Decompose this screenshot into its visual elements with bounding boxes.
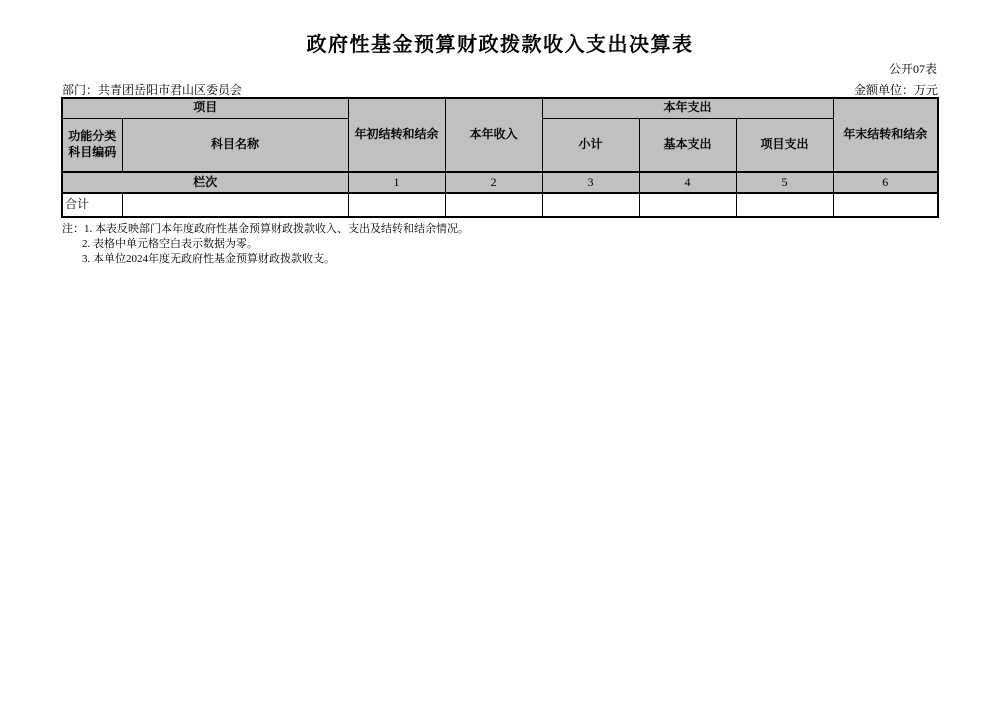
header-function-code: 功能分类科目编码 <box>62 118 122 172</box>
column-index-4: 4 <box>639 172 736 193</box>
header-basic-expense: 基本支出 <box>639 118 736 172</box>
notes <box>62 222 960 267</box>
column-index-row <box>62 172 938 193</box>
table-row-total <box>62 193 938 217</box>
unit-label: 金额单位：万元 <box>853 83 938 97</box>
header-expense-group: 本年支出 <box>542 98 833 118</box>
total-row-value-6 <box>833 193 938 217</box>
header-subtotal: 小计 <box>542 118 639 172</box>
page-title: 政府性基金预算财政拨款收入支出决算表 <box>306 34 694 56</box>
header-project-group: 项目 <box>62 98 348 118</box>
note-item-3: 3. 本单位2024年度无政府性基金预算财政拨款收支。 <box>82 253 335 265</box>
note-line-1 <box>62 222 960 237</box>
header-subject-name: 科目名称 <box>122 118 348 172</box>
total-row-value-5 <box>736 193 833 217</box>
notes-prefix: 注： <box>62 223 84 235</box>
note-item-1: 1. 本表反映部门本年度政府性基金预算财政拨款收入、支出及结转和结余情况。 <box>84 223 469 235</box>
header-begin-balance: 年初结转和结余 <box>348 98 445 172</box>
final-accounts-table <box>61 97 939 218</box>
header-end-balance: 年末结转和结余 <box>833 98 938 172</box>
header-current-year-income: 本年收入 <box>445 98 542 172</box>
doc-number-label: 公开07表 <box>888 62 937 76</box>
total-row-name <box>122 193 348 217</box>
column-index-2: 2 <box>445 172 542 193</box>
meta-row <box>62 81 938 98</box>
total-row-value-1 <box>348 193 445 217</box>
department-label: 部门：共青团岳阳市君山区委员会 <box>62 83 243 97</box>
column-index-label: 栏次 <box>62 172 348 193</box>
note-item-2: 2. 表格中单元格空白表示数据为零。 <box>82 238 258 250</box>
total-row-value-2 <box>445 193 542 217</box>
column-index-6: 6 <box>833 172 938 193</box>
total-row-label: 合计 <box>62 193 122 217</box>
column-index-1: 1 <box>348 172 445 193</box>
note-line-2 <box>62 237 960 252</box>
note-line-3 <box>62 252 960 267</box>
total-row-value-4 <box>639 193 736 217</box>
header-row-groups <box>62 98 938 118</box>
column-index-3: 3 <box>542 172 639 193</box>
header-project-expense: 项目支出 <box>736 118 833 172</box>
column-index-5: 5 <box>736 172 833 193</box>
total-row-value-3 <box>542 193 639 217</box>
